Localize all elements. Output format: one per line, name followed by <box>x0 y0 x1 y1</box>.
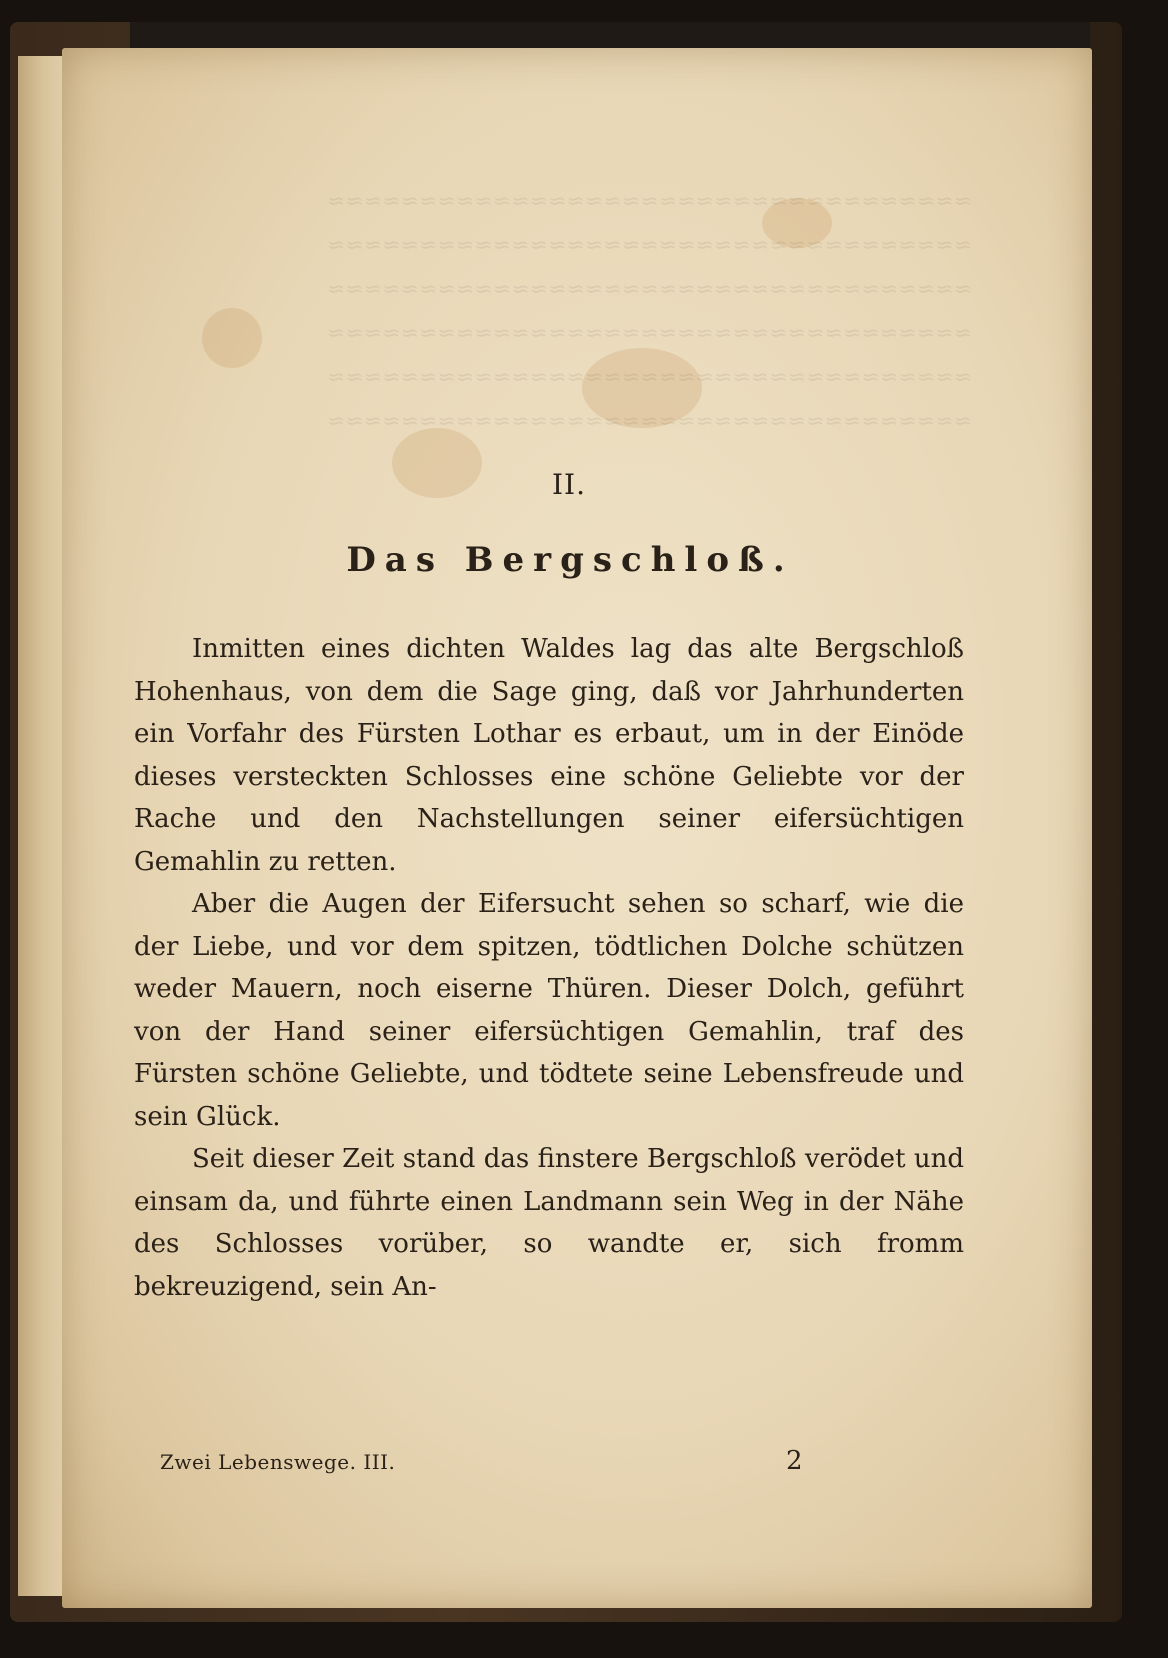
foxing-spot <box>202 308 262 368</box>
cover-top-edge <box>130 22 1090 50</box>
paragraph: Aber die Augen der Eifersucht sehen so scharf, wie die der Liebe, und vor dem spitzen, tödtlichen Dolche schützen weder Mauern, noch eiserne Thüren. Dieser Dolch, geführt von der Hand seiner eifersüchtigen Gemahlin, traf des Fürsten schöne Geliebte, und tödtete seine Lebensfreude und sein Glück. <box>134 889 964 1132</box>
paragraph: Seit dieser Zeit stand das finstere Bergschloß verödet und einsam da, und führte einen Landmann sein Weg in der Nähe des Schlosses vorüber, so wandte er, sich fromm bekreuzigend, sein An- <box>134 1144 964 1302</box>
footer-signature: Zwei Lebenswege. III. <box>160 1450 396 1474</box>
foxing-spot <box>392 428 482 498</box>
foxing-spot <box>582 348 702 428</box>
page-number: 2 <box>786 1446 803 1476</box>
chapter-number: II. <box>551 468 587 501</box>
body-text <box>134 628 964 1308</box>
chapter-title: Das Bergschloß. <box>346 540 794 580</box>
foxing-spot <box>762 198 832 248</box>
paragraph: Inmitten eines dichten Waldes lag das alte Bergschloß Hohenhaus, von dem die Sage ging, daß vor Jahrhunderten ein Vorfahr des Fürsten Lothar es erbaut, um in der Einöde dieses versteckten Schlosses eine schöne Geliebte vor der Rache und den Nachstellungen seiner eifersüchtigen Gemahlin zu retten. <box>134 634 964 877</box>
